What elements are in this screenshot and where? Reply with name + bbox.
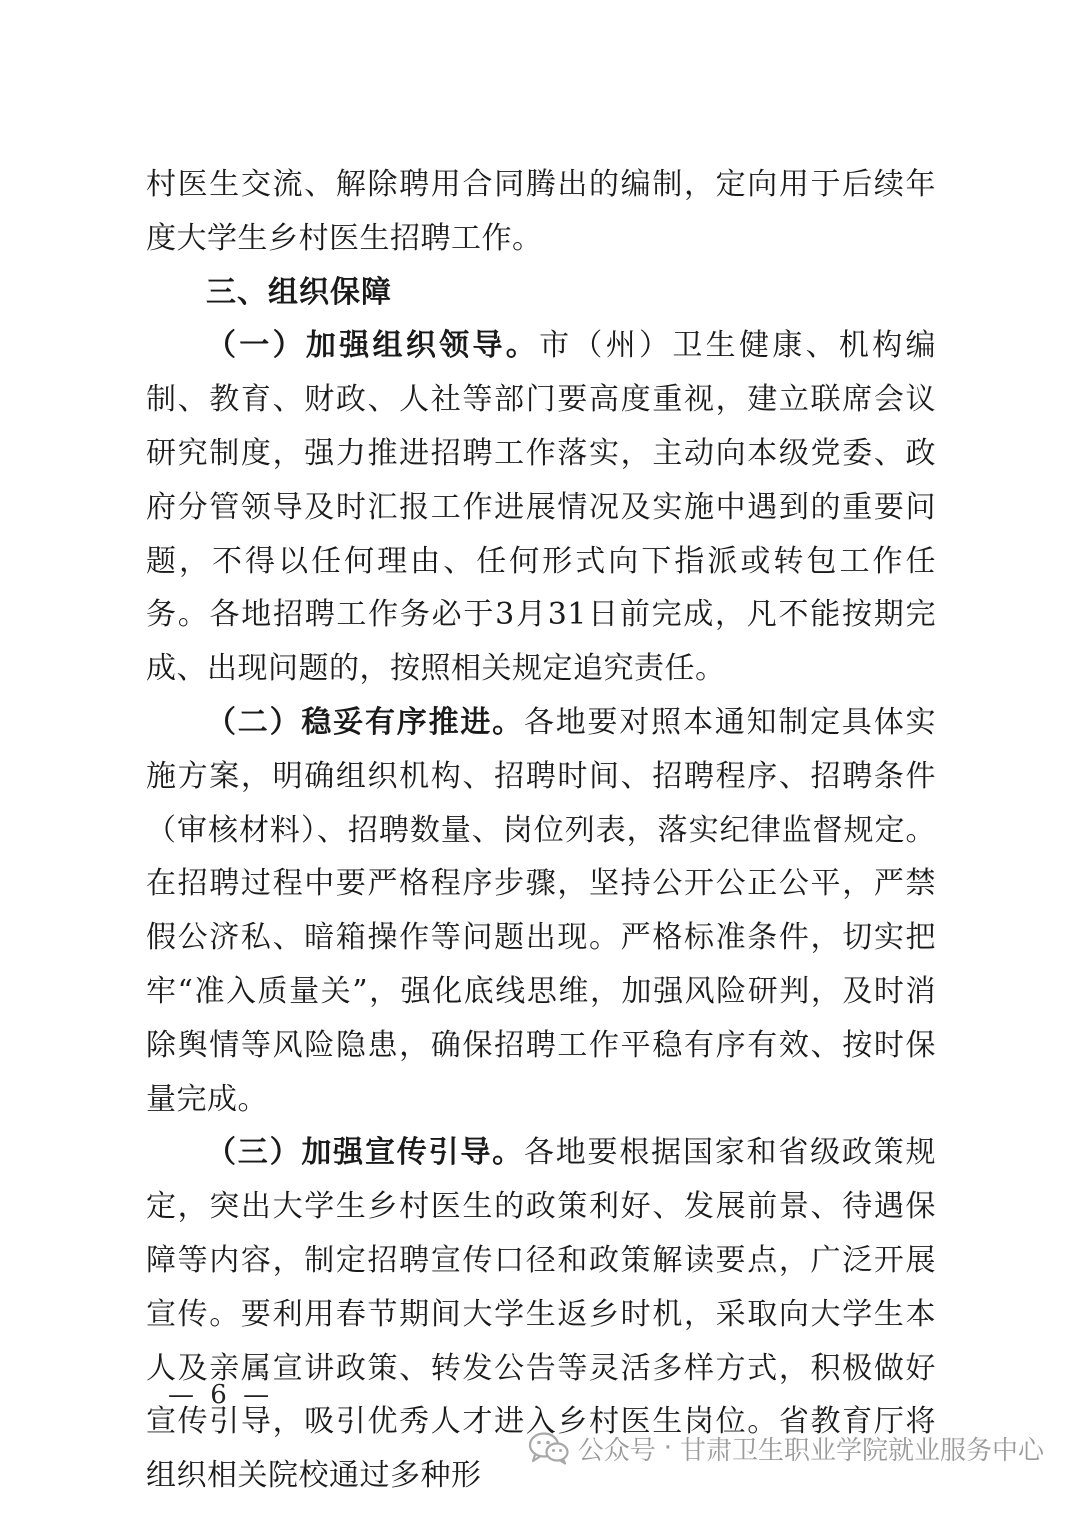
paragraph-text: 各地要根据国家和省级政策规定，突出大学生乡村医生的政策利好、发展前景、待遇保障等内容，制定招聘宣传口径和政策解读要点，广泛开展宣传。要利用春节期间大学生返乡时机，采取向大学生本人及亲属宣讲政策、转发公告等灵活多样方式，积极做好宣传引导，吸引优秀人才进入乡村医生岗位。省教育厅将组织相关院校通过多种形 bbox=[146, 1135, 937, 1494]
paragraph-lead: （三）加强宣传引导。 bbox=[206, 1135, 524, 1171]
paragraph-lead: （二）稳妥有序推进。 bbox=[206, 704, 524, 740]
paragraph-text: 市（州）卫生健康、机构编制、教育、财政、人社等部门要高度重视，建立联席会议研究制度，强力推进招聘工作落实，主动向本级党委、政府分管领导及时汇报工作进展情况及实施中遇到的重要问题，不得以任何理由、任何形式向下指派或转包工作任务。各地招聘工作务必于3月31日前完成，凡不能按期完成、出现问题的，按照相关规定追究责任。 bbox=[146, 328, 937, 687]
watermark-account-name: 甘肃卫生职业学院就业服务中心 bbox=[679, 1435, 1044, 1466]
paragraph-organization-leadership bbox=[146, 319, 936, 696]
document-body bbox=[146, 158, 936, 1503]
paragraph-steady-progress bbox=[146, 696, 936, 1126]
watermark-separator: · bbox=[663, 1433, 672, 1463]
paragraph-text: 村医生交流、解除聘用合同腾出的编制，定向用于后续年度大学生乡村医生招聘工作。 bbox=[146, 167, 936, 256]
paragraph-text: 各地要对照本通知制定具体实施方案，明确组织机构、招聘时间、招聘程序、招聘条件（审核材料）、招聘数量、岗位列表，落实纪律监督规定。在招聘过程中要严格程序步骤，坚持公开公正公平，严禁假公济私、暗箱操作等问题出现。严格标准条件，切实把牢“准入质量关”，强化底线思维，加强风险研判，及时消除舆情等风险隐患，确保招聘工作平稳有序有效、按时保量完成。 bbox=[146, 704, 937, 1117]
page-number: — 6 — bbox=[168, 1380, 274, 1410]
wechat-icon bbox=[528, 1431, 570, 1465]
wechat-watermark bbox=[528, 1428, 1044, 1468]
section-heading: 三、组织保障 bbox=[206, 274, 392, 310]
watermark-prefix: 公众号 bbox=[577, 1435, 656, 1466]
paragraph-continued bbox=[146, 158, 936, 266]
paragraph-lead: （一）加强组织领导。 bbox=[206, 328, 540, 364]
